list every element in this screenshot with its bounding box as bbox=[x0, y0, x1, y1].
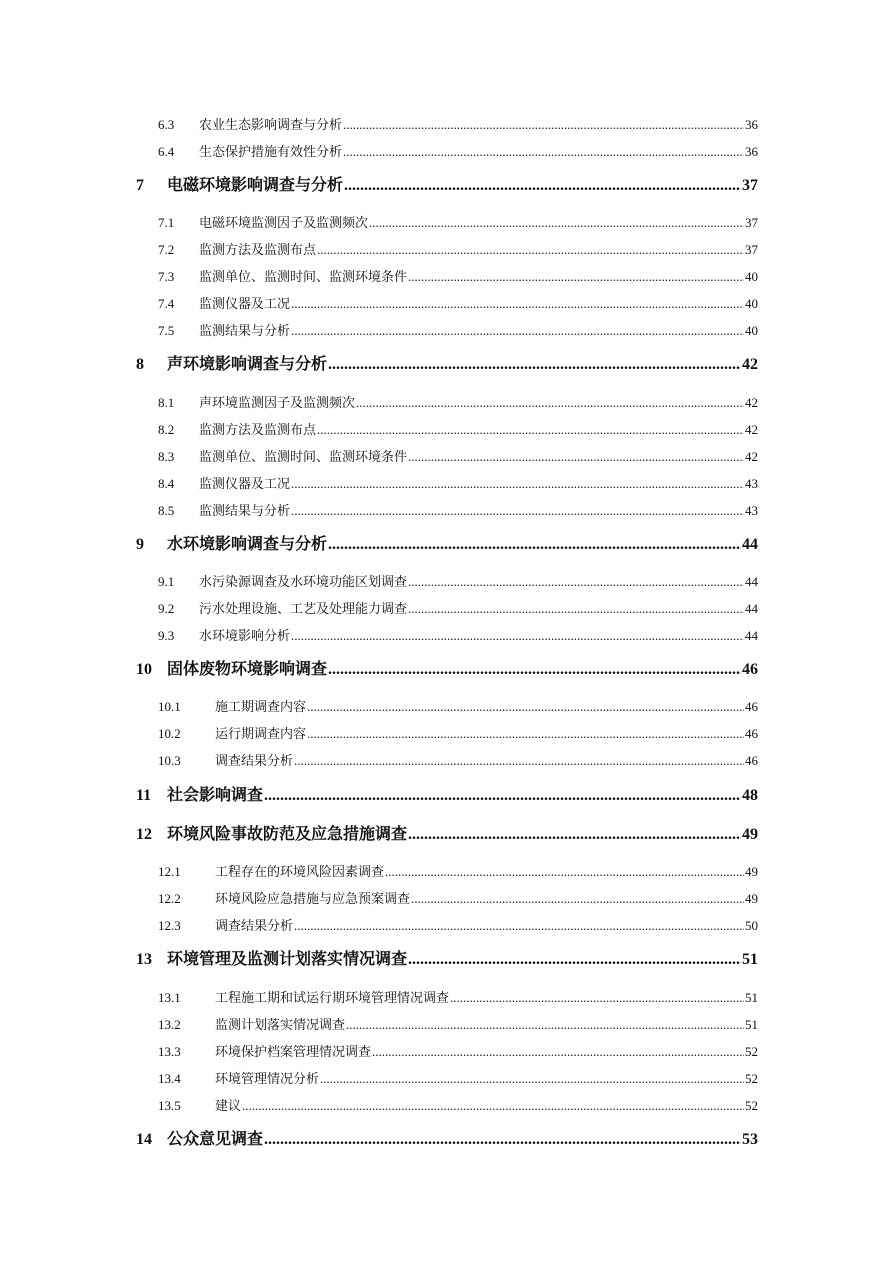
toc-entry-7-1[interactable] bbox=[158, 214, 758, 232]
toc-chapter-13[interactable] bbox=[136, 948, 758, 970]
toc-chapter-number: 12 bbox=[136, 826, 152, 843]
toc-entry-title: 生态保护措施有效性分析 bbox=[199, 145, 343, 160]
dot-leader bbox=[408, 600, 744, 618]
dot-leader bbox=[343, 143, 744, 161]
dot-leader bbox=[264, 785, 741, 807]
toc-entry-number: 13.5 bbox=[158, 1098, 181, 1113]
toc-entry-number: 8.1 bbox=[158, 395, 175, 410]
toc-entry-page: 51 bbox=[745, 1017, 758, 1032]
toc-chapter-12[interactable] bbox=[136, 823, 758, 845]
toc-chapter-page: 49 bbox=[742, 826, 758, 843]
toc-entry-title: 环境保护档案管理情况调查 bbox=[215, 1045, 372, 1060]
toc-entry-number: 10.2 bbox=[158, 726, 181, 741]
toc-chapter-page: 37 bbox=[742, 177, 758, 194]
toc-entry-number: 13.3 bbox=[158, 1044, 181, 1059]
toc-chapter-title: 水环境影响调查与分析 bbox=[167, 534, 328, 553]
dot-leader bbox=[343, 116, 744, 134]
toc-entry-title: 施工期调查内容 bbox=[215, 700, 307, 715]
toc-entry-title: 工程存在的环境风险因素调查 bbox=[215, 865, 385, 880]
toc-chapter-page: 44 bbox=[742, 536, 758, 553]
toc-entry-page: 44 bbox=[745, 628, 758, 643]
toc-chapter-14[interactable] bbox=[136, 1128, 758, 1150]
dot-leader bbox=[450, 989, 744, 1007]
toc-entry-page: 46 bbox=[745, 699, 758, 714]
dot-leader bbox=[408, 268, 744, 286]
dot-leader bbox=[408, 448, 744, 466]
toc-chapter-number: 9 bbox=[136, 536, 144, 553]
toc-entry-number: 12.2 bbox=[158, 891, 181, 906]
toc-chapter-title: 社会影响调查 bbox=[167, 785, 264, 804]
toc-entry-number: 9.2 bbox=[158, 601, 175, 616]
toc-entry-page: 52 bbox=[745, 1044, 758, 1059]
toc-entry-number: 7.2 bbox=[158, 242, 175, 257]
toc-entry-page: 51 bbox=[745, 990, 758, 1005]
toc-entry-13-3[interactable] bbox=[158, 1043, 758, 1061]
toc-entry-page: 43 bbox=[745, 503, 758, 518]
toc-entry-page: 37 bbox=[745, 242, 758, 257]
toc-entry-page: 42 bbox=[745, 395, 758, 410]
toc-entry-title: 监测单位、监测时间、监测环境条件 bbox=[199, 270, 408, 285]
toc-entry-title: 水污染源调查及水环境功能区划调查 bbox=[199, 575, 408, 590]
toc-entry-page: 40 bbox=[745, 296, 758, 311]
toc-chapter-page: 51 bbox=[742, 951, 758, 968]
toc-chapter-10[interactable] bbox=[136, 658, 758, 680]
toc-entry-page: 40 bbox=[745, 323, 758, 338]
toc-entry-number: 8.2 bbox=[158, 422, 175, 437]
toc-entry-title: 监测方法及监测布点 bbox=[199, 423, 317, 438]
toc-entry-8-3[interactable] bbox=[158, 448, 758, 466]
toc-entry-title: 环境管理情况分析 bbox=[215, 1072, 320, 1087]
toc-entry-number: 8.5 bbox=[158, 503, 175, 518]
toc-entry-number: 13.1 bbox=[158, 990, 181, 1005]
dot-leader bbox=[328, 659, 741, 681]
toc-entry-title: 建议 bbox=[215, 1099, 242, 1114]
dot-leader bbox=[291, 502, 744, 520]
toc-entry-number: 12.3 bbox=[158, 918, 181, 933]
dot-leader bbox=[307, 725, 744, 743]
toc-entry-8-5[interactable] bbox=[158, 502, 758, 520]
toc-entry-10-3[interactable] bbox=[158, 752, 758, 770]
toc-entry-title: 声环境监测因子及监测频次 bbox=[199, 396, 356, 411]
toc-entry-page: 49 bbox=[745, 864, 758, 879]
toc-entry-number: 7.3 bbox=[158, 269, 175, 284]
toc-entry-7-5[interactable] bbox=[158, 322, 758, 340]
dot-leader bbox=[408, 949, 741, 971]
toc-chapter-11[interactable] bbox=[136, 784, 758, 806]
toc-entry-page: 44 bbox=[745, 574, 758, 589]
toc-entry-number: 8.3 bbox=[158, 449, 175, 464]
toc-chapter-number: 11 bbox=[136, 787, 152, 804]
dot-leader bbox=[242, 1097, 744, 1115]
dot-leader bbox=[369, 214, 744, 232]
dot-leader bbox=[291, 475, 744, 493]
dot-leader bbox=[264, 1129, 741, 1151]
toc-entry-title: 农业生态影响调查与分析 bbox=[199, 118, 343, 133]
toc-entry-number: 12.1 bbox=[158, 864, 181, 879]
toc-entry-page: 43 bbox=[745, 476, 758, 491]
toc-chapter-number: 7 bbox=[136, 177, 144, 194]
toc-entry-page: 44 bbox=[745, 601, 758, 616]
dot-leader bbox=[408, 573, 744, 591]
toc-chapter-page: 46 bbox=[742, 661, 758, 678]
toc-entry-page: 37 bbox=[745, 215, 758, 230]
toc-entry-title: 监测计划落实情况调查 bbox=[215, 1018, 346, 1033]
toc-entry-page: 49 bbox=[745, 891, 758, 906]
toc-chapter-title: 电磁环境影响调查与分析 bbox=[167, 175, 344, 194]
toc-entry-9-3[interactable] bbox=[158, 627, 758, 645]
toc-entry-8-2[interactable] bbox=[158, 421, 758, 439]
toc-entry-10-1[interactable] bbox=[158, 698, 758, 716]
toc-entry-6-4[interactable] bbox=[158, 143, 758, 161]
dot-leader bbox=[408, 824, 741, 846]
toc-entry-title: 监测结果与分析 bbox=[199, 324, 291, 339]
toc-chapter-title: 环境管理及监测计划落实情况调查 bbox=[167, 949, 408, 968]
toc-entry-number: 8.4 bbox=[158, 476, 175, 491]
toc-entry-number: 13.4 bbox=[158, 1071, 181, 1086]
toc-entry-title: 环境风险应急措施与应急预案调查 bbox=[215, 892, 411, 907]
dot-leader bbox=[317, 241, 744, 259]
toc-entry-number: 10.3 bbox=[158, 753, 181, 768]
toc-entry-title: 监测仪器及工况 bbox=[199, 477, 291, 492]
toc-chapter-title: 环境风险事故防范及应急措施调查 bbox=[167, 824, 408, 843]
toc-chapter-number: 13 bbox=[136, 951, 152, 968]
toc-entry-page: 52 bbox=[745, 1098, 758, 1113]
toc-entry-title: 运行期调查内容 bbox=[215, 727, 307, 742]
toc-entry-page: 36 bbox=[745, 144, 758, 159]
dot-leader bbox=[372, 1043, 744, 1061]
dot-leader bbox=[307, 698, 744, 716]
dot-leader bbox=[294, 752, 744, 770]
toc-entry-number: 6.3 bbox=[158, 117, 175, 132]
toc-entry-title: 监测结果与分析 bbox=[199, 504, 291, 519]
toc-entry-page: 46 bbox=[745, 726, 758, 741]
toc-entry-page: 42 bbox=[745, 422, 758, 437]
dot-leader bbox=[320, 1070, 744, 1088]
dot-leader bbox=[291, 627, 744, 645]
toc-entry-7-2[interactable] bbox=[158, 241, 758, 259]
toc-entry-page: 46 bbox=[745, 753, 758, 768]
toc-entry-number: 6.4 bbox=[158, 144, 175, 159]
toc-entry-number: 7.1 bbox=[158, 215, 175, 230]
dot-leader bbox=[344, 175, 741, 197]
toc-entry-number: 9.1 bbox=[158, 574, 175, 589]
toc-chapter-8[interactable] bbox=[136, 353, 758, 375]
toc-entry-number: 7.4 bbox=[158, 296, 175, 311]
dot-leader bbox=[356, 394, 744, 412]
toc-chapter-number: 10 bbox=[136, 661, 152, 678]
toc-entry-title: 电磁环境监测因子及监测频次 bbox=[199, 216, 369, 231]
toc-entry-number: 9.3 bbox=[158, 628, 175, 643]
toc-entry-13-1[interactable] bbox=[158, 989, 758, 1007]
toc-entry-page: 52 bbox=[745, 1071, 758, 1086]
toc-chapter-page: 48 bbox=[742, 787, 758, 804]
toc-entry-7-4[interactable] bbox=[158, 295, 758, 313]
toc-chapter-title: 固体废物环境影响调查 bbox=[167, 659, 328, 678]
toc-entry-number: 13.2 bbox=[158, 1017, 181, 1032]
toc-entry-13-4[interactable] bbox=[158, 1070, 758, 1088]
dot-leader bbox=[294, 917, 744, 935]
toc-chapter-page: 42 bbox=[742, 356, 758, 373]
toc-entry-12-3[interactable] bbox=[158, 917, 758, 935]
toc-entry-12-1[interactable] bbox=[158, 863, 758, 881]
toc-entry-13-5[interactable] bbox=[158, 1097, 758, 1115]
toc-chapter-title: 公众意见调查 bbox=[167, 1129, 264, 1148]
toc-chapter-page: 53 bbox=[742, 1131, 758, 1148]
toc-chapter-title: 声环境影响调查与分析 bbox=[167, 354, 328, 373]
toc-entry-8-4[interactable] bbox=[158, 475, 758, 493]
toc-entry-title: 工程施工期和试运行期环境管理情况调查 bbox=[215, 991, 450, 1006]
toc-entry-page: 36 bbox=[745, 117, 758, 132]
dot-leader bbox=[411, 890, 744, 908]
toc-entry-page: 50 bbox=[745, 918, 758, 933]
toc-chapter-number: 8 bbox=[136, 356, 144, 373]
toc-entry-12-2[interactable] bbox=[158, 890, 758, 908]
dot-leader bbox=[385, 863, 744, 881]
toc-entry-6-3[interactable] bbox=[158, 116, 758, 134]
toc-entry-page: 40 bbox=[745, 269, 758, 284]
dot-leader bbox=[291, 295, 744, 313]
toc-entry-7-3[interactable] bbox=[158, 268, 758, 286]
toc-chapter-7[interactable] bbox=[136, 174, 758, 196]
toc-entry-title: 水环境影响分析 bbox=[199, 629, 291, 644]
toc-chapter-number: 14 bbox=[136, 1131, 152, 1148]
toc-entry-10-2[interactable] bbox=[158, 725, 758, 743]
toc-entry-number: 7.5 bbox=[158, 323, 175, 338]
dot-leader bbox=[291, 322, 744, 340]
dot-leader bbox=[328, 534, 741, 556]
dot-leader bbox=[317, 421, 744, 439]
toc-entry-title: 监测单位、监测时间、监测环境条件 bbox=[199, 450, 408, 465]
toc-entry-title: 调查结果分析 bbox=[215, 754, 294, 769]
toc-entry-13-2[interactable] bbox=[158, 1016, 758, 1034]
toc-entry-title: 监测仪器及工况 bbox=[199, 297, 291, 312]
toc-entry-number: 10.1 bbox=[158, 699, 181, 714]
dot-leader bbox=[346, 1016, 744, 1034]
dot-leader bbox=[328, 354, 741, 376]
toc-entry-8-1[interactable] bbox=[158, 394, 758, 412]
toc-entry-9-2[interactable] bbox=[158, 600, 758, 618]
toc-chapter-9[interactable] bbox=[136, 533, 758, 555]
toc-entry-title: 调查结果分析 bbox=[215, 919, 294, 934]
toc-entry-title: 污水处理设施、工艺及处理能力调查 bbox=[199, 602, 408, 617]
toc-entry-title: 监测方法及监测布点 bbox=[199, 243, 317, 258]
toc-entry-9-1[interactable] bbox=[158, 573, 758, 591]
toc-entry-page: 42 bbox=[745, 449, 758, 464]
